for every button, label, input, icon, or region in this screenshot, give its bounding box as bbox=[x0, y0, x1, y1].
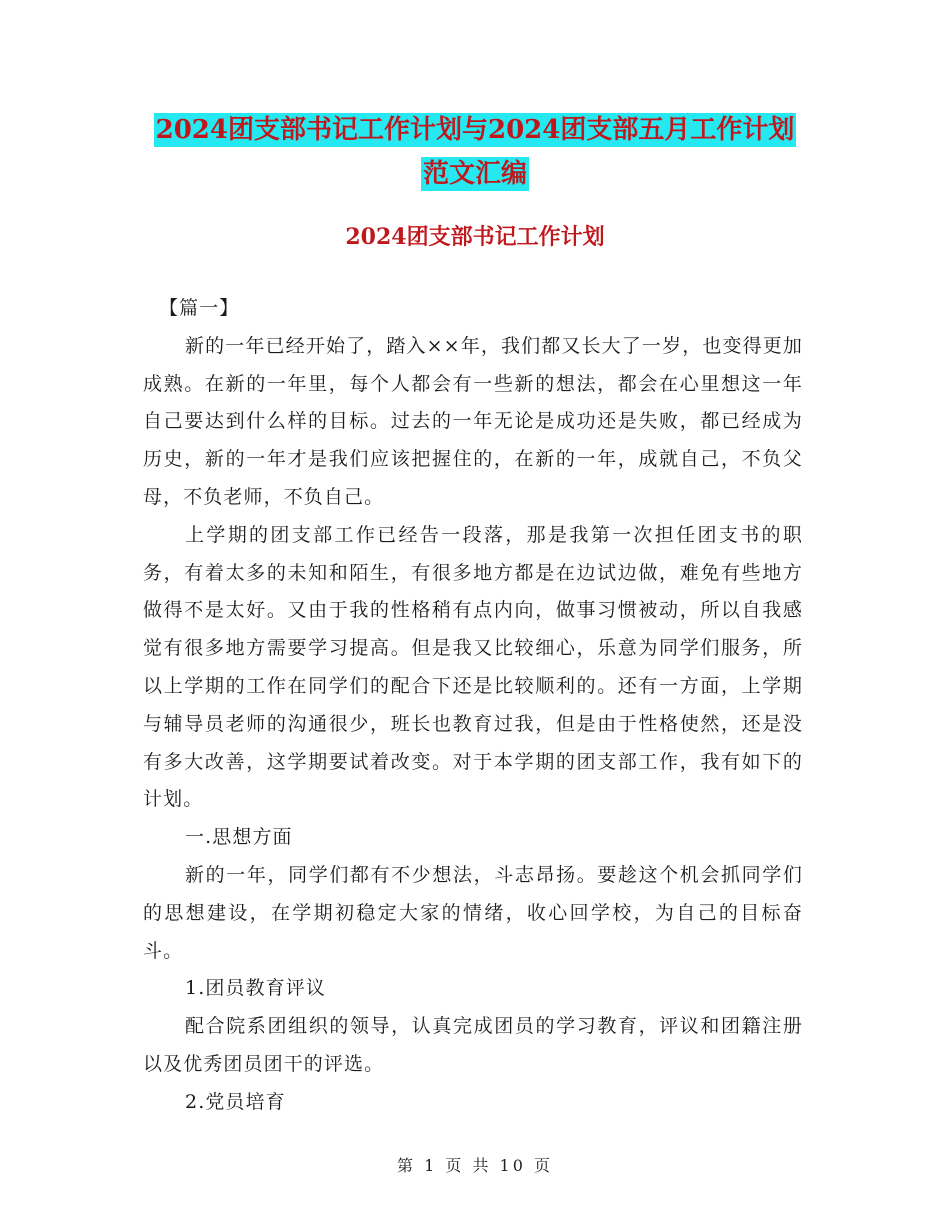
document-body bbox=[143, 290, 803, 1122]
subheading: 一.思想方面 bbox=[185, 826, 293, 849]
paragraph: 上学期的团支部工作已经告一段落，那是我第一次担任团支书的职务，有着太多的未知和陌生，有很多地方都是在边试边做，难免有些地方做得不是太好。又由于我的性格稍有点内向，做事习惯被动，所以自我感觉有很多地方需要学习提高。但是我又比较细心，乐意为同学们服务，所以上学期的工作在同学们的配合下还是比较顺利的。还有一方面，上学期与辅导员老师的沟通很少，班长也教育过我，但是由于性格使然，还是没有多大改善，这学期要试着改变。对于本学期的团支部工作，我有如下的计划。 bbox=[143, 523, 803, 811]
paragraph: 配合院系团组织的领导，认真完成团员的学习教育，评议和团籍注册以及优秀团员团干的评选。 bbox=[143, 1015, 803, 1075]
document-title-text-2: 范文汇编 bbox=[422, 159, 527, 189]
section-title: 2024团支部书记工作计划 bbox=[345, 224, 605, 250]
document-title-line-1 bbox=[0, 113, 950, 147]
subheading: 2.党员培育 bbox=[185, 1090, 286, 1113]
paragraph: 新的一年，同学们都有不少想法，斗志昂扬。要趁这个机会抓同学们的思想建设，在学期初稳定大家的情绪，收心回学校，为自己的目标奋斗。 bbox=[143, 863, 803, 962]
page-footer: 第 1 页 共 10 页 bbox=[397, 1156, 553, 1175]
document-title-line-2 bbox=[0, 157, 950, 191]
paragraph: 新的一年已经开始了，踏入××年，我们都又长大了一岁，也变得更加成熟。在新的一年里，每个人都会有一些新的想法，都会在心里想这一年自己要达到什么样的目标。过去的一年无论是成功还是失败，都已经成为历史，新的一年才是我们应该把握住的，在新的一年，成就自己，不负父母，不负老师，不负自己。 bbox=[143, 334, 803, 508]
part-label: 【篇一】 bbox=[159, 297, 240, 319]
subheading: 1.团员教育评议 bbox=[185, 977, 326, 1000]
document-title-text-1: 2024团支部书记工作计划与2024团支部五月工作计划 bbox=[155, 115, 795, 145]
